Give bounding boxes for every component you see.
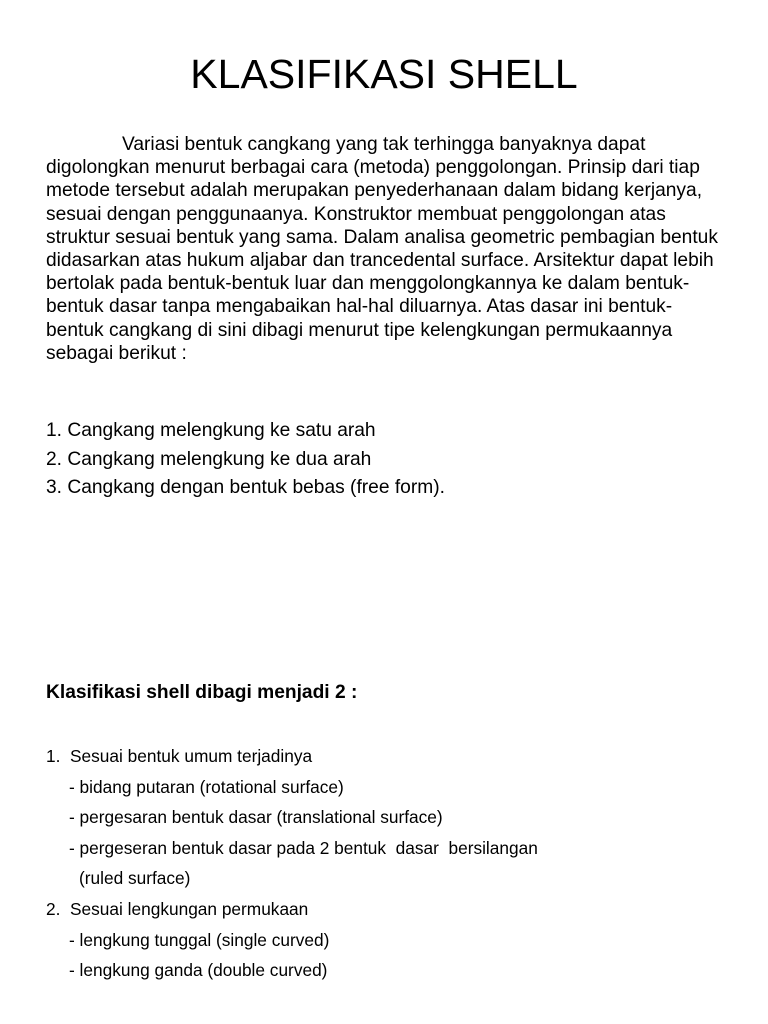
list-item: 3. Cangkang dengan bentuk bebas (free form). [46, 477, 445, 499]
shell-type-list [46, 417, 726, 503]
list-item: 1. Cangkang melengkung ke satu arah [46, 420, 376, 441]
list-item: - lengkung tunggal (single curved) [69, 929, 330, 950]
classification-list [46, 741, 726, 986]
list-item: 2. Cangkang melengkung ke dua arah [46, 448, 372, 470]
page-title: KLASIFIKASI SHELL [190, 51, 578, 97]
list-item: 1. Sesuai bentuk umum terjadinya [46, 746, 313, 766]
section-heading: Klasifikasi shell dibagi menjadi 2 : [46, 682, 358, 703]
list-item: (ruled surface) [79, 868, 191, 889]
list-item: - bidang putaran (rotational surface) [69, 776, 344, 797]
list-item: - pergeseran bentuk dasar pada 2 bentuk dasar bersilangan [69, 837, 538, 858]
list-item: - pergesaran bentuk dasar (translational surface) [69, 807, 443, 828]
list-item: 2. Sesuai lengkungan permukaan [46, 898, 309, 919]
intro-paragraph: Variasi bentuk cangkang yang tak terhingga banyaknya dapat digolongkan menurut berbagai cara (metoda) penggolongan. Prinsip dari tiap metode tersebut adalah merupakan penyederhanaan dalam bidang kerjanya, sesuai dengan penggunaanya. Konstruktor membuat penggolongan atas struktur sesuai bentuk yang sama. Dalam analisa geometric pembagian bentuk didasarkan atas hukum aljabar dan trancedental surface. Arsitektur dapat lebih bertolak pada bentuk-bentuk luar dan menggolongkannya ke dalam bentuk-bentuk dasar tanpa mengabaikan hal-hal diluarnya. Atas dasar ini bentuk-bentuk cangkang di sini dibagi menurut tipe kelengkungan permukaannya sebagai berikut : [46, 134, 718, 364]
list-item: - lengkung ganda (double curved) [69, 960, 328, 981]
